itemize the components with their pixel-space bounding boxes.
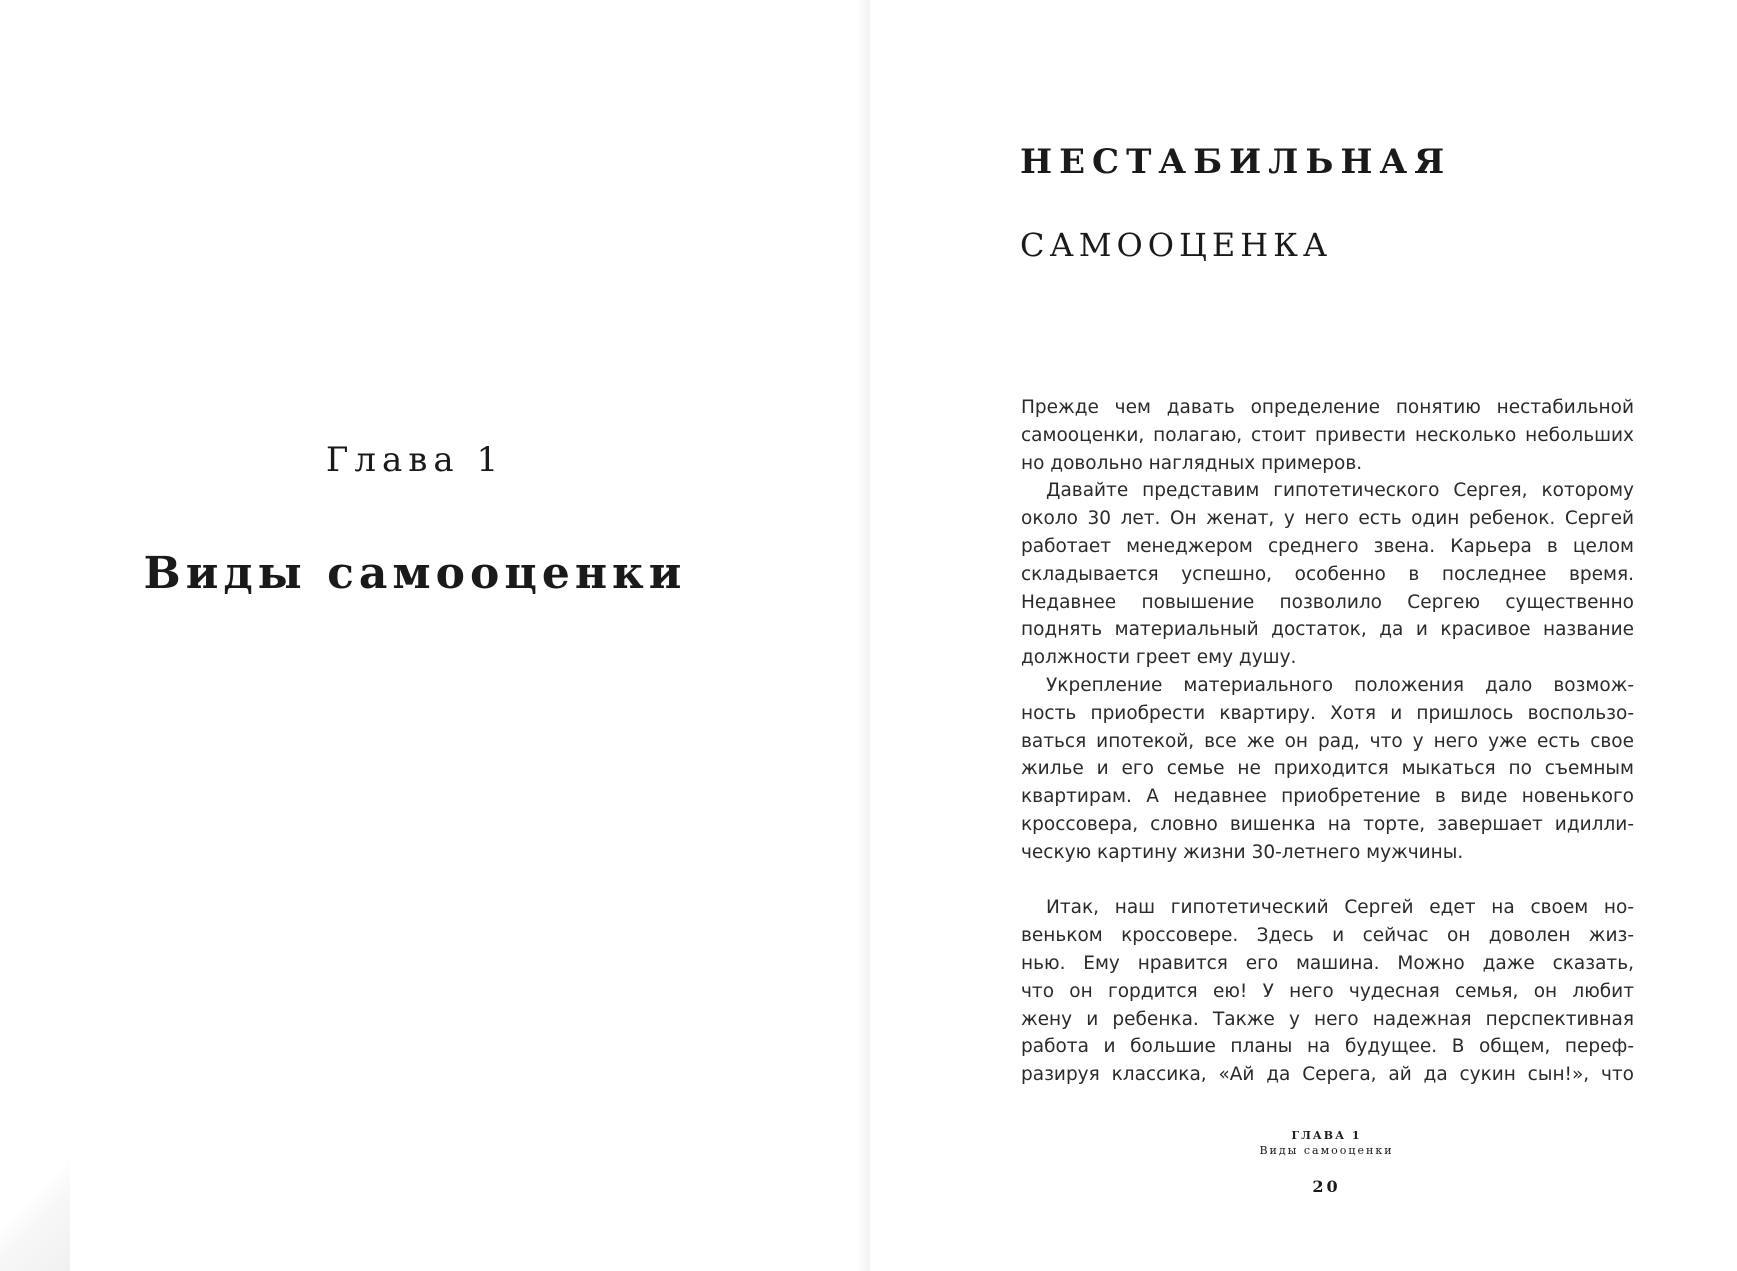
text-line: работает менеджером среднего звена. Карьера в целом — [1021, 535, 1634, 557]
text-line: кроссовера, словно вишенка на торте, завершает идилли- — [1021, 813, 1634, 835]
text-line: складывается успешно, особенно в последнее время. — [1021, 563, 1634, 585]
text-line: что он гордится ею! У него чудесная семья, он любит — [1021, 980, 1634, 1002]
body-text — [1021, 394, 1634, 1089]
text-line: Укрепление материального положения дало возмож- — [1046, 674, 1634, 696]
section-heading-sub: САМООЦЕНКА — [1020, 226, 1333, 264]
text-line: веньком кроссовере. Здесь и сейчас он доволен жиз- — [1021, 925, 1634, 947]
text-line: около 30 лет. Он женат, у него есть один ребенок. Сергей — [1021, 508, 1634, 530]
left-page — [0, 0, 868, 1271]
text-line: но довольно наглядных примеров. — [1021, 452, 1363, 474]
text-line: поднять материальный достаток, да и красивое название — [1021, 619, 1634, 641]
running-footer-title: Виды самооценки — [1259, 1144, 1394, 1157]
text-line: ческую картину жизни 30-летнего мужчины. — [1021, 841, 1464, 863]
text-line: работа и большие планы на будущее. В общем, переф- — [1021, 1036, 1634, 1058]
text-line: Итак, наш гипотетический Сергей едет на своем но- — [1046, 897, 1634, 919]
text-line: Давайте представим гипотетического Сергея, которому — [1046, 480, 1634, 502]
text-line: жилье и его семье не приходится мыкаться по съемным — [1021, 758, 1634, 780]
text-line: нью. Ему нравится его машина. Можно даже сказать, — [1021, 952, 1634, 974]
section-heading-main: НЕСТАБИЛЬНАЯ — [1020, 142, 1452, 182]
text-line: жену и ребенка. Также у него надежная перспективная — [1021, 1008, 1634, 1030]
text-line: самооценки, полагаю, стоит привести несколько небольших — [1021, 424, 1634, 446]
paragraph-gap — [1021, 867, 1634, 895]
text-line: разируя классика, «Ай да Серега, ай да сукин сын!», что — [1021, 1064, 1634, 1086]
text-line: ваться ипотекой, все же он рад, что у него уже есть свое — [1021, 730, 1634, 752]
right-page — [870, 0, 1737, 1271]
text-line: Прежде чем давать определение понятию нестабильной — [1021, 397, 1634, 418]
running-footer-chapter: ГЛАВА 1 — [1291, 1129, 1362, 1142]
text-line: должности греет ему душу. — [1021, 647, 1297, 669]
chapter-title: Виды самооценки — [143, 548, 687, 599]
page-number: 20 — [1312, 1177, 1341, 1196]
text-line: квартирам. А недавнее приобретение в виде новенького — [1021, 786, 1634, 808]
chapter-label: Глава 1 — [325, 440, 505, 480]
page-corner-fold — [0, 1150, 70, 1271]
text-line: ность приобрести квартиру. Хотя и пришлось воспользо- — [1021, 702, 1634, 724]
text-line: Недавнее повышение позволило Сергею существенно — [1021, 591, 1634, 613]
